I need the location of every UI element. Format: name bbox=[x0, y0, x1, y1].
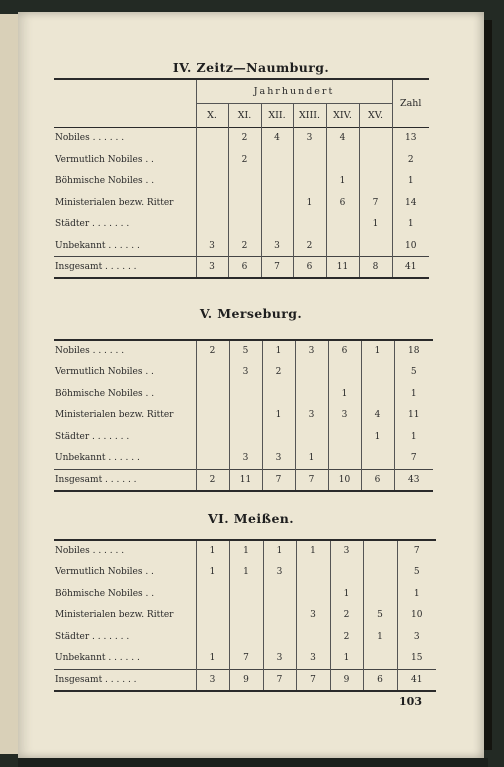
century-count-cell: 3 bbox=[196, 235, 228, 257]
century-count-cell bbox=[293, 214, 326, 236]
century-count-cell: 3 bbox=[296, 605, 330, 627]
row-label: Nobiles . . . . . . bbox=[55, 546, 125, 557]
century-header: XI. bbox=[228, 103, 261, 127]
century-count-cell bbox=[262, 426, 295, 448]
header-jahrhundert: Jahrhundert bbox=[196, 79, 392, 103]
row-label: Städter . . . . . . . bbox=[55, 219, 130, 230]
century-count-cell bbox=[361, 448, 394, 470]
row-label: Vermutlich Nobiles . . bbox=[55, 367, 154, 378]
century-header: XIV. bbox=[326, 103, 359, 127]
row-total-cell: 41 bbox=[397, 669, 436, 691]
century-count-cell bbox=[229, 405, 262, 427]
century-count-cell bbox=[326, 235, 359, 257]
table-total-row bbox=[54, 469, 433, 491]
century-count-cell bbox=[262, 383, 295, 405]
century-count-cell bbox=[196, 583, 229, 605]
row-label: Nobiles . . . . . . bbox=[55, 346, 125, 357]
century-count-cell bbox=[261, 149, 293, 171]
century-count-cell: 3 bbox=[229, 362, 262, 384]
row-label: Nobiles . . . . . . bbox=[55, 133, 125, 144]
century-count-cell: 1 bbox=[296, 540, 330, 562]
row-total-cell: 15 bbox=[397, 648, 436, 670]
table-row bbox=[54, 448, 433, 470]
table-row bbox=[54, 340, 433, 362]
century-count-cell: 3 bbox=[328, 405, 361, 427]
century-count-cell: 2 bbox=[228, 128, 261, 150]
century-count-cell: 3 bbox=[196, 669, 229, 691]
table-row bbox=[54, 149, 429, 171]
century-count-cell bbox=[261, 192, 293, 214]
century-count-cell bbox=[363, 648, 397, 670]
century-count-cell: 6 bbox=[363, 669, 397, 691]
row-total-cell: 1 bbox=[394, 426, 433, 448]
century-count-cell: 3 bbox=[262, 448, 295, 470]
century-count-cell: 2 bbox=[330, 626, 363, 648]
century-count-cell bbox=[293, 149, 326, 171]
facing-page-edge bbox=[0, 14, 18, 754]
century-count-cell bbox=[196, 149, 228, 171]
table-total-row bbox=[54, 257, 429, 279]
century-count-cell bbox=[196, 192, 228, 214]
table-row bbox=[54, 235, 429, 257]
century-count-cell: 7 bbox=[263, 669, 296, 691]
century-count-cell: 5 bbox=[363, 605, 397, 627]
page-number: 103 bbox=[399, 695, 422, 708]
row-total-cell: 5 bbox=[394, 362, 433, 384]
century-count-cell bbox=[295, 383, 328, 405]
century-count-cell: 11 bbox=[326, 257, 359, 279]
row-label: Böhmische Nobiles . . bbox=[55, 176, 155, 187]
table-row bbox=[54, 383, 433, 405]
century-count-cell: 11 bbox=[229, 469, 262, 491]
century-count-cell bbox=[293, 171, 326, 193]
row-total-cell: 3 bbox=[397, 626, 436, 648]
century-count-cell bbox=[196, 426, 229, 448]
table-row bbox=[54, 171, 429, 193]
century-count-cell bbox=[229, 383, 262, 405]
century-header: XIII. bbox=[293, 103, 326, 127]
row-total-cell: 7 bbox=[394, 448, 433, 470]
table-row bbox=[54, 648, 436, 670]
century-count-cell: 3 bbox=[196, 257, 228, 279]
century-count-cell bbox=[196, 171, 228, 193]
century-count-cell bbox=[196, 605, 229, 627]
century-count-cell: 3 bbox=[293, 128, 326, 150]
century-count-cell: 6 bbox=[361, 469, 394, 491]
row-total-cell: 1 bbox=[392, 171, 429, 193]
century-count-cell bbox=[295, 426, 328, 448]
century-count-cell bbox=[359, 171, 392, 193]
century-count-cell: 2 bbox=[330, 605, 363, 627]
section-title-merseburg: V. Merseburg. bbox=[199, 306, 303, 321]
century-count-cell: 6 bbox=[228, 257, 261, 279]
century-count-cell bbox=[328, 426, 361, 448]
row-label: Städter . . . . . . . bbox=[55, 631, 130, 642]
century-count-cell: 1 bbox=[229, 562, 263, 584]
century-count-cell: 7 bbox=[359, 192, 392, 214]
century-count-cell: 2 bbox=[293, 235, 326, 257]
century-count-cell bbox=[196, 626, 229, 648]
century-count-cell bbox=[326, 214, 359, 236]
row-total-cell: 2 bbox=[392, 149, 429, 171]
row-total-cell: 10 bbox=[392, 235, 429, 257]
century-count-cell bbox=[330, 562, 363, 584]
row-total-cell: 11 bbox=[394, 405, 433, 427]
century-count-cell bbox=[359, 235, 392, 257]
century-count-cell bbox=[196, 448, 229, 470]
century-count-cell bbox=[228, 192, 261, 214]
century-count-cell bbox=[229, 426, 262, 448]
century-count-cell: 1 bbox=[196, 648, 229, 670]
century-count-cell bbox=[196, 405, 229, 427]
page-edge-right bbox=[484, 20, 492, 750]
row-label: Städter . . . . . . . bbox=[55, 431, 130, 442]
century-count-cell: 6 bbox=[326, 192, 359, 214]
century-count-cell: 1 bbox=[330, 648, 363, 670]
century-count-cell: 1 bbox=[262, 340, 295, 362]
century-count-cell: 4 bbox=[361, 405, 394, 427]
century-count-cell bbox=[363, 540, 397, 562]
century-count-cell: 3 bbox=[263, 648, 296, 670]
century-count-cell bbox=[361, 362, 394, 384]
page-edge-bottom bbox=[18, 758, 488, 767]
row-label: Unbekannt . . . . . . bbox=[55, 453, 140, 463]
row-label: Insgesamt . . . . . . bbox=[54, 469, 196, 491]
table-row bbox=[54, 128, 429, 150]
row-total-cell: 41 bbox=[392, 257, 429, 279]
row-total-cell: 13 bbox=[392, 128, 429, 150]
century-header: X. bbox=[196, 103, 228, 127]
century-count-cell: 1 bbox=[326, 171, 359, 193]
century-count-cell bbox=[296, 626, 330, 648]
century-count-cell: 7 bbox=[295, 469, 328, 491]
row-total-cell: 14 bbox=[392, 192, 429, 214]
century-count-cell: 1 bbox=[293, 192, 326, 214]
century-count-cell: 1 bbox=[295, 448, 328, 470]
century-count-cell: 3 bbox=[296, 648, 330, 670]
century-count-cell bbox=[326, 149, 359, 171]
century-count-cell: 1 bbox=[363, 626, 397, 648]
century-count-cell bbox=[296, 583, 330, 605]
table-row bbox=[54, 540, 436, 562]
row-label: Insgesamt . . . . . . bbox=[54, 669, 196, 691]
century-count-cell bbox=[228, 171, 261, 193]
century-count-cell: 1 bbox=[361, 426, 394, 448]
row-total-cell: 1 bbox=[394, 383, 433, 405]
row-label: Insgesamt . . . . . . bbox=[54, 257, 196, 279]
century-count-cell: 2 bbox=[262, 362, 295, 384]
century-count-cell bbox=[261, 214, 293, 236]
century-count-cell bbox=[363, 583, 397, 605]
century-count-cell: 2 bbox=[196, 469, 229, 491]
century-count-cell: 1 bbox=[359, 214, 392, 236]
century-count-cell bbox=[361, 383, 394, 405]
century-count-cell: 2 bbox=[228, 235, 261, 257]
century-count-cell bbox=[263, 605, 296, 627]
century-header: XII. bbox=[261, 103, 293, 127]
century-count-cell: 10 bbox=[328, 469, 361, 491]
table-row bbox=[54, 626, 436, 648]
row-total-cell: 18 bbox=[394, 340, 433, 362]
century-count-cell bbox=[196, 128, 228, 150]
century-count-cell: 1 bbox=[196, 562, 229, 584]
century-count-cell bbox=[229, 626, 263, 648]
century-count-cell bbox=[263, 626, 296, 648]
table-meissen bbox=[54, 539, 436, 692]
century-count-cell bbox=[229, 605, 263, 627]
row-label: Unbekannt . . . . . . bbox=[55, 653, 140, 663]
century-count-cell: 1 bbox=[263, 540, 296, 562]
century-count-cell: 6 bbox=[328, 340, 361, 362]
row-label: Vermutlich Nobiles . . bbox=[55, 567, 154, 578]
century-count-cell: 2 bbox=[196, 340, 229, 362]
century-count-cell bbox=[328, 448, 361, 470]
century-count-cell: 2 bbox=[228, 149, 261, 171]
century-count-cell: 5 bbox=[229, 340, 262, 362]
century-count-cell bbox=[196, 383, 229, 405]
row-label: Ministerialen bezw. Ritter bbox=[55, 610, 174, 621]
century-count-cell bbox=[363, 562, 397, 584]
century-header: XV. bbox=[359, 103, 392, 127]
row-label: Böhmische Nobiles . . bbox=[55, 588, 155, 599]
row-label: Unbekannt . . . . . . bbox=[55, 240, 140, 251]
century-count-cell bbox=[328, 362, 361, 384]
row-total-cell: 5 bbox=[397, 562, 436, 584]
row-label: Ministerialen bezw. Ritter bbox=[55, 197, 174, 208]
section-title-zeitz-naumburg: IV. Zeitz—Naumburg. bbox=[172, 60, 330, 75]
table-row bbox=[54, 192, 429, 214]
century-count-cell: 1 bbox=[229, 540, 263, 562]
table-row bbox=[54, 583, 436, 605]
row-total-cell: 1 bbox=[397, 583, 436, 605]
century-count-cell bbox=[359, 128, 392, 150]
table-zeitz-naumburg bbox=[54, 78, 429, 279]
row-label: Böhmische Nobiles . . bbox=[55, 388, 155, 399]
century-count-cell: 7 bbox=[296, 669, 330, 691]
century-count-cell: 7 bbox=[261, 257, 293, 279]
century-count-cell: 1 bbox=[196, 540, 229, 562]
century-count-cell bbox=[359, 149, 392, 171]
century-count-cell bbox=[296, 562, 330, 584]
century-count-cell: 1 bbox=[361, 340, 394, 362]
row-total-cell: 10 bbox=[397, 605, 436, 627]
century-count-cell bbox=[263, 583, 296, 605]
table-row bbox=[54, 605, 436, 627]
century-count-cell: 4 bbox=[261, 128, 293, 150]
century-count-cell: 7 bbox=[229, 648, 263, 670]
row-total-cell: 7 bbox=[397, 540, 436, 562]
century-count-cell: 3 bbox=[261, 235, 293, 257]
table-row bbox=[54, 426, 433, 448]
century-count-cell: 9 bbox=[229, 669, 263, 691]
century-count-cell bbox=[196, 214, 228, 236]
header-blank bbox=[54, 79, 196, 127]
century-count-cell: 7 bbox=[262, 469, 295, 491]
table-merseburg bbox=[54, 339, 433, 492]
book-page bbox=[18, 12, 484, 758]
century-count-cell: 3 bbox=[295, 405, 328, 427]
table-row bbox=[54, 362, 433, 384]
header-zahl: Zahl bbox=[392, 79, 429, 127]
century-count-cell bbox=[295, 362, 328, 384]
century-count-cell bbox=[196, 362, 229, 384]
century-count-cell bbox=[228, 214, 261, 236]
century-count-cell: 9 bbox=[330, 669, 363, 691]
table-row bbox=[54, 405, 433, 427]
century-count-cell: 3 bbox=[330, 540, 363, 562]
table-row bbox=[54, 214, 429, 236]
row-total-cell: 1 bbox=[392, 214, 429, 236]
table-row bbox=[54, 562, 436, 584]
century-count-cell: 3 bbox=[229, 448, 262, 470]
row-label: Ministerialen bezw. Ritter bbox=[55, 410, 174, 421]
century-count-cell bbox=[229, 583, 263, 605]
century-count-cell: 1 bbox=[262, 405, 295, 427]
century-count-cell bbox=[261, 171, 293, 193]
century-count-cell: 4 bbox=[326, 128, 359, 150]
section-title-meissen: VI. Meißen. bbox=[207, 511, 295, 526]
century-count-cell: 6 bbox=[293, 257, 326, 279]
century-count-cell: 3 bbox=[263, 562, 296, 584]
century-count-cell: 1 bbox=[328, 383, 361, 405]
row-label: Vermutlich Nobiles . . bbox=[55, 154, 154, 165]
table-total-row bbox=[54, 669, 436, 691]
century-count-cell: 8 bbox=[359, 257, 392, 279]
century-count-cell: 1 bbox=[330, 583, 363, 605]
row-total-cell: 43 bbox=[394, 469, 433, 491]
century-count-cell: 3 bbox=[295, 340, 328, 362]
